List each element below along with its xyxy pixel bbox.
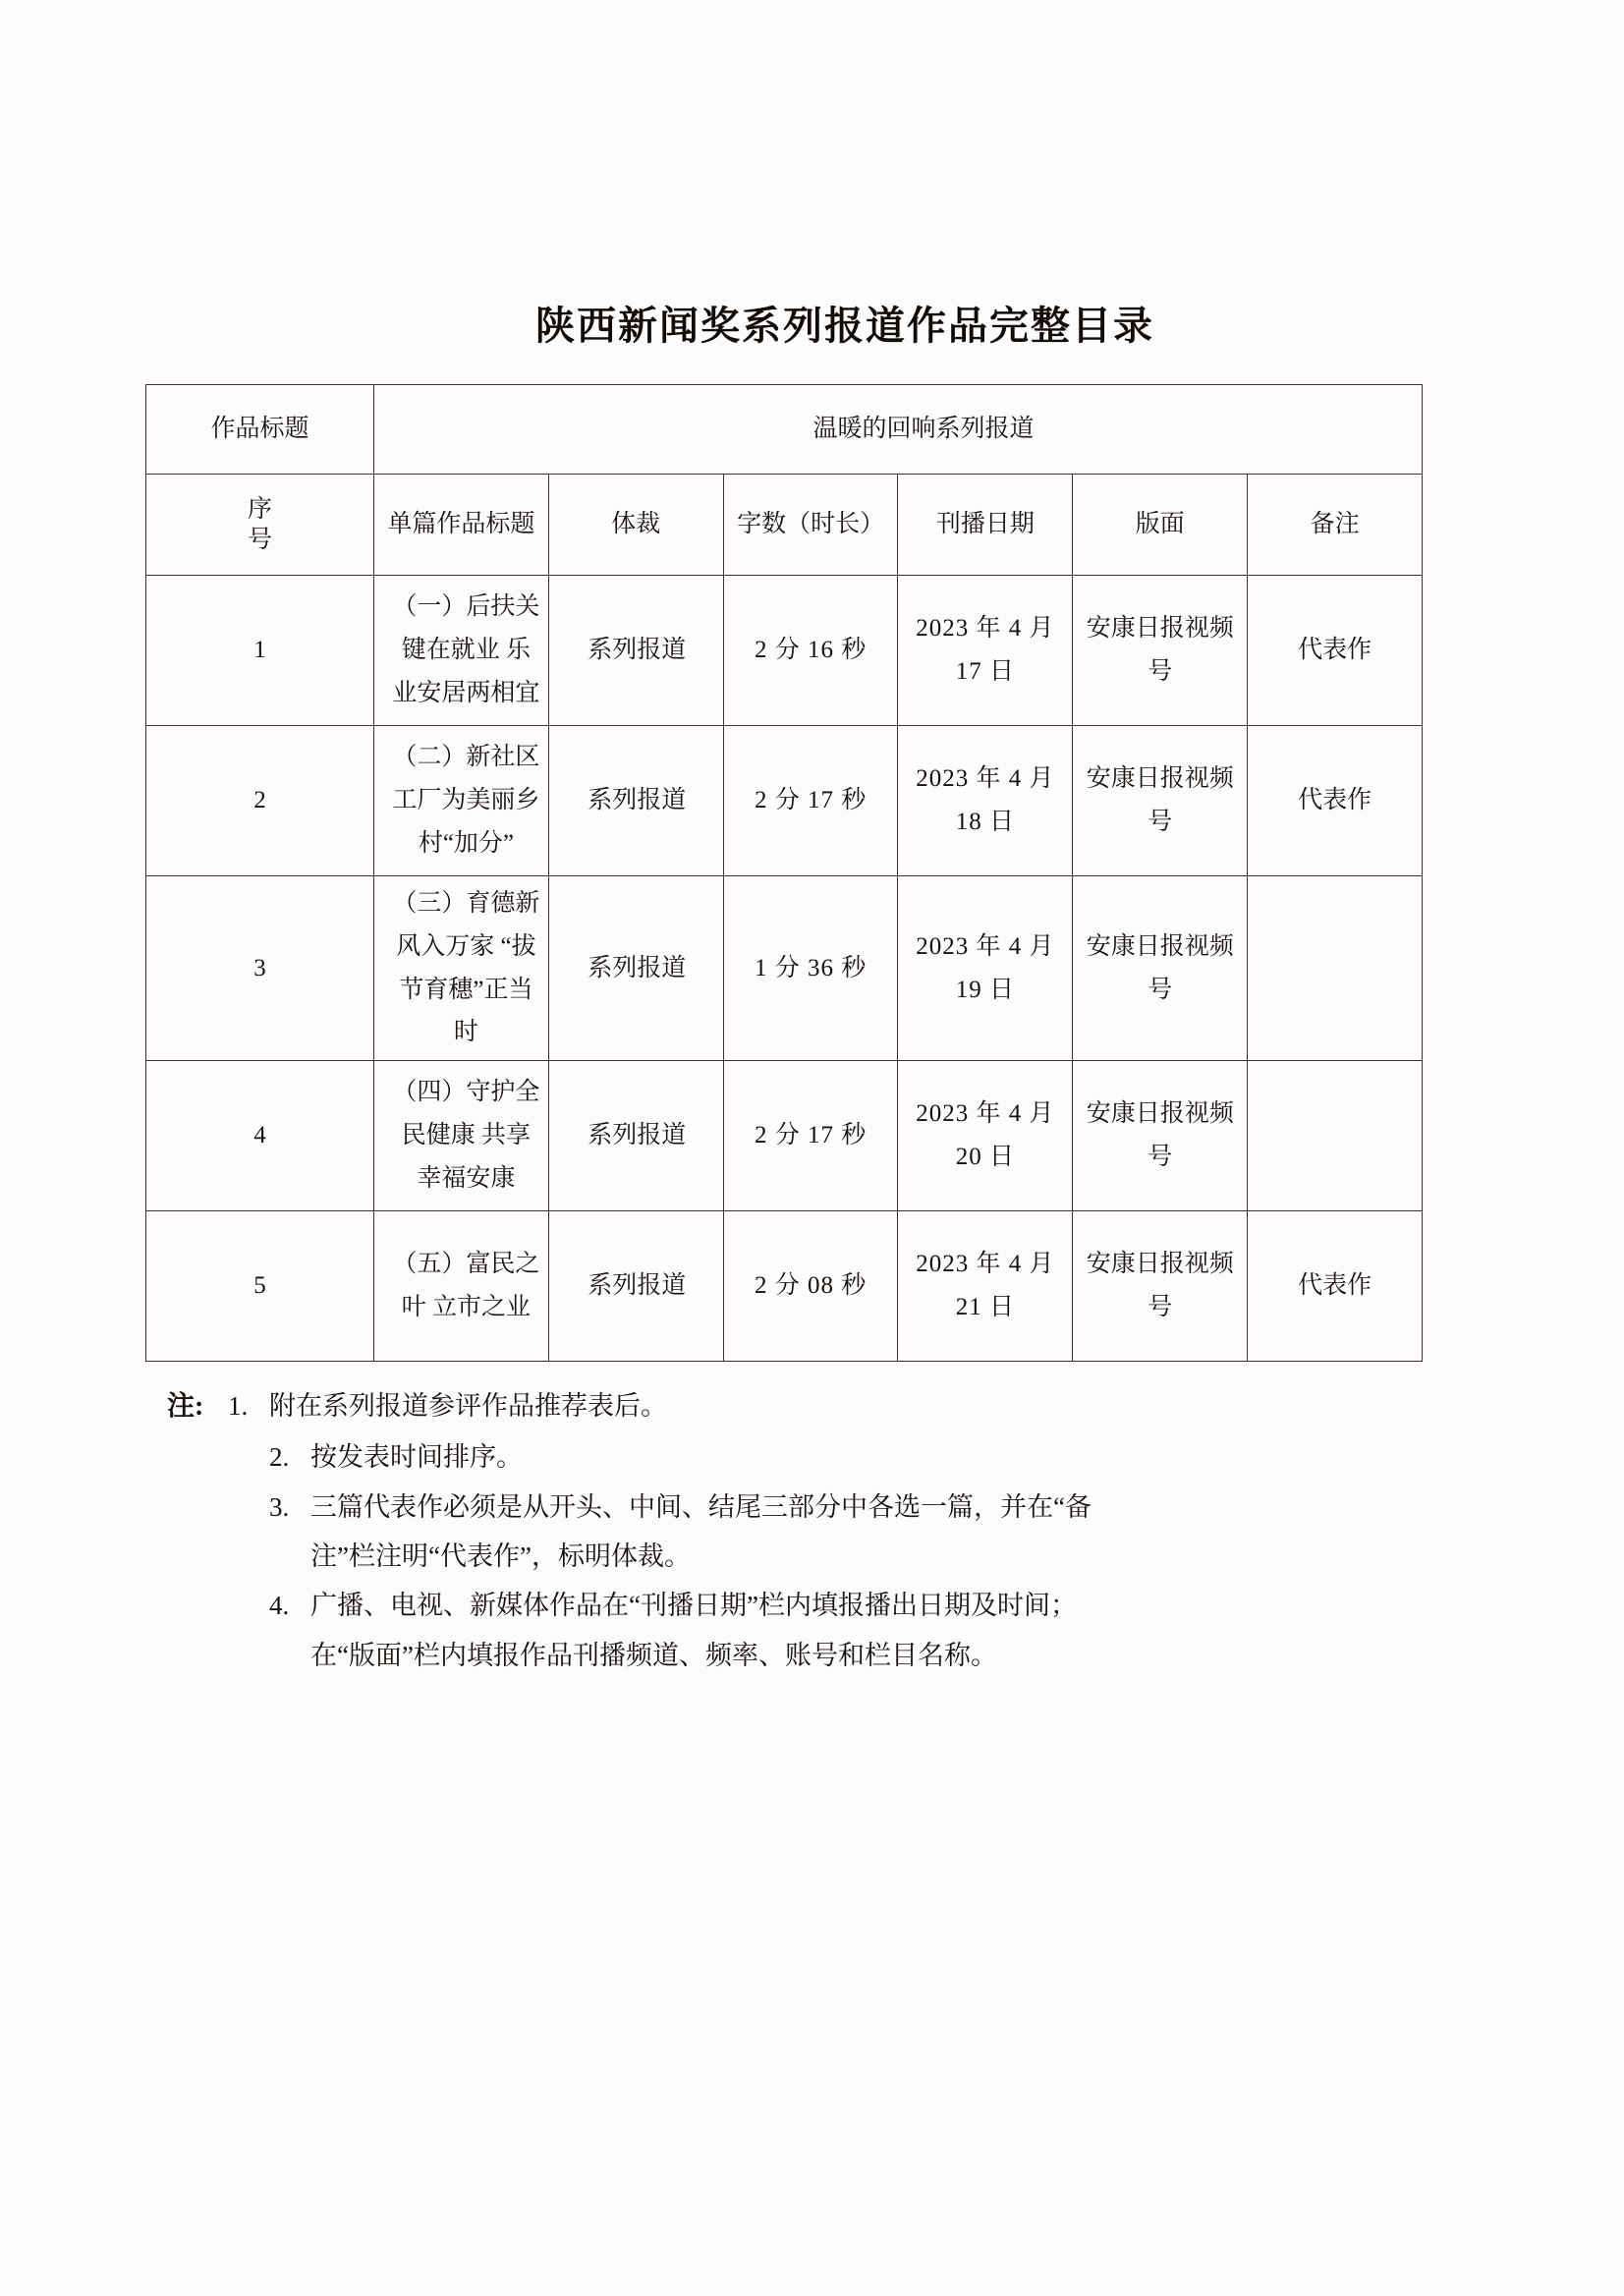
cell-genre: 系列报道	[548, 1211, 723, 1362]
cell-note	[1248, 876, 1423, 1061]
column-header-length: 字数（时长）	[723, 475, 898, 576]
cell-genre: 系列报道	[548, 726, 723, 876]
cell-length: 2 分 16 秒	[723, 576, 898, 726]
cell-no: 4	[146, 1061, 374, 1211]
notes-section	[167, 1383, 1493, 1678]
note-item	[167, 1383, 1493, 1430]
cell-date: 2023 年 4 月 21 日	[898, 1211, 1073, 1362]
cell-note: 代表作	[1248, 576, 1423, 726]
cell-title: （三）育德新风入万家 “拔节育穗”正当时	[374, 876, 549, 1061]
column-header-title: 单篇作品标题	[374, 475, 549, 576]
cell-page: 安康日报视频号	[1073, 876, 1248, 1061]
cell-date: 2023 年 4 月 20 日	[898, 1061, 1073, 1211]
note-item-continuation	[167, 1534, 1493, 1579]
table-row	[146, 1211, 1423, 1362]
note-number: 2.	[269, 1442, 290, 1473]
note-text: 附在系列报道参评作品推荐表后。	[269, 1391, 667, 1421]
note-item	[167, 1434, 1493, 1480]
note-text: 注”栏注明“代表作”，标明体裁。	[310, 1541, 691, 1572]
cell-length: 2 分 17 秒	[723, 726, 898, 876]
cell-genre: 系列报道	[548, 1061, 723, 1211]
column-header-page: 版面	[1073, 475, 1248, 576]
note-text: 在“版面”栏内填报作品刊播频道、频率、账号和栏目名称。	[310, 1640, 997, 1670]
table-row	[146, 876, 1423, 1061]
note-number: 4.	[269, 1591, 290, 1621]
cell-page: 安康日报视频号	[1073, 1211, 1248, 1362]
cell-title: （一）后扶关键在就业 乐业安居两相宜	[374, 576, 549, 726]
table-header-row	[146, 475, 1423, 576]
table-row	[146, 726, 1423, 876]
table-row-work-title	[146, 385, 1423, 475]
cell-no: 3	[146, 876, 374, 1061]
work-title-value: 温暖的回响系列报道	[374, 385, 1423, 475]
cell-date: 2023 年 4 月 19 日	[898, 876, 1073, 1061]
cell-length: 2 分 08 秒	[723, 1211, 898, 1362]
cell-no: 2	[146, 726, 374, 876]
cell-date: 2023 年 4 月 18 日	[898, 726, 1073, 876]
cell-length: 2 分 17 秒	[723, 1061, 898, 1211]
page-title: 陕西新闻奖系列报道作品完整目录	[535, 304, 1154, 348]
cell-page: 安康日报视频号	[1073, 726, 1248, 876]
cell-title: （五）富民之叶 立市之业	[374, 1211, 549, 1362]
note-text: 按发表时间排序。	[310, 1442, 523, 1473]
cell-page: 安康日报视频号	[1073, 1061, 1248, 1211]
cell-page: 安康日报视频号	[1073, 576, 1248, 726]
table-row	[146, 1061, 1423, 1211]
notes-label: 注:	[167, 1391, 204, 1422]
column-header-note: 备注	[1248, 475, 1423, 576]
column-header-no	[146, 475, 374, 576]
cell-no: 1	[146, 576, 374, 726]
note-number: 1.	[228, 1391, 249, 1421]
cell-note: 代表作	[1248, 726, 1423, 876]
table-row	[146, 576, 1423, 726]
note-item	[167, 1484, 1493, 1530]
cell-length: 1 分 36 秒	[723, 876, 898, 1061]
work-title-label: 作品标题	[146, 385, 374, 475]
cell-date: 2023 年 4 月 17 日	[898, 576, 1073, 726]
document-content	[138, 295, 1493, 1682]
cell-note	[1248, 1061, 1423, 1211]
note-item-continuation	[167, 1633, 1493, 1678]
note-text: 广播、电视、新媒体作品在“刊播日期”栏内填报播出日期及时间；	[310, 1591, 1077, 1621]
note-number: 3.	[269, 1491, 290, 1522]
catalog-table	[145, 384, 1423, 1362]
column-header-genre: 体裁	[548, 475, 723, 576]
cell-note: 代表作	[1248, 1211, 1423, 1362]
column-header-no-line1: 序	[247, 495, 272, 523]
note-text: 三篇代表作必须是从开头、中间、结尾三部分中各选一篇，并在“备	[310, 1491, 1092, 1522]
cell-genre: 系列报道	[548, 876, 723, 1061]
cell-title: （二）新社区工厂为美丽乡村“加分”	[374, 726, 549, 876]
note-item	[167, 1583, 1493, 1628]
cell-title: （四）守护全民健康 共享幸福安康	[374, 1061, 549, 1211]
column-header-date: 刊播日期	[898, 475, 1073, 576]
cell-no: 5	[146, 1211, 374, 1362]
column-header-no-line2: 号	[247, 527, 272, 553]
cell-genre: 系列报道	[548, 576, 723, 726]
